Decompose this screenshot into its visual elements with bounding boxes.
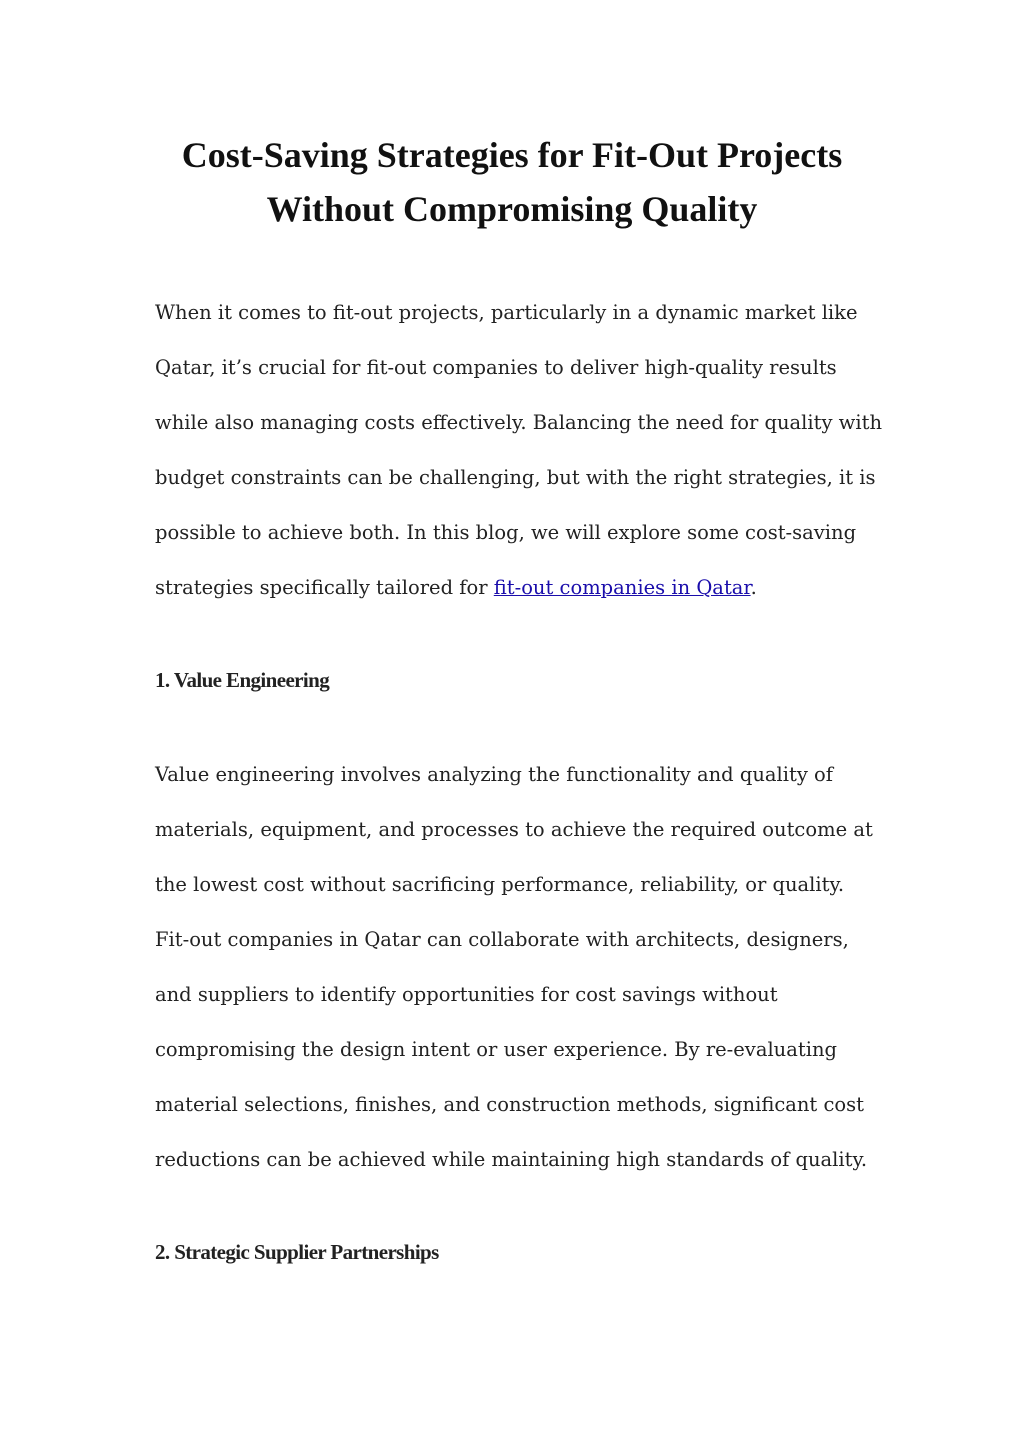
- paragraph-line: budget constraints can be challenging, but with the right strategies, it is: [155, 466, 876, 489]
- fit-out-companies-link[interactable]: fit-out companies in Qatar: [493, 576, 751, 599]
- paragraph-line: possible to achieve both. In this blog, we will explore some cost-saving: [155, 521, 857, 544]
- title-line-1: Cost-Saving Strategies for Fit-Out Projects: [181, 135, 843, 175]
- paragraph-line: the lowest cost without sacrificing performance, reliability, or quality.: [155, 873, 845, 896]
- paragraph-line: material selections, finishes, and construction methods, significant cost: [155, 1093, 864, 1116]
- paragraph-line: and suppliers to identify opportunities for cost savings without: [155, 983, 778, 1006]
- intro-paragraph: [155, 285, 895, 615]
- paragraph-line: while also managing costs effectively. Balancing the need for quality with: [155, 411, 883, 434]
- section-heading-supplier-partnerships: 2. Strategic Supplier Partnerships: [155, 1240, 439, 1264]
- paragraph-line-with-link: [155, 560, 895, 615]
- paragraph-line: When it comes to fit-out projects, particularly in a dynamic market like: [155, 301, 858, 324]
- page-title: [100, 128, 924, 236]
- paragraph-line: Qatar, it’s crucial for fit-out companies to deliver high-quality results: [155, 356, 837, 379]
- link-prefix-text: strategies specifically tailored for: [155, 576, 494, 599]
- title-line-2: Without Compromising Quality: [266, 189, 758, 229]
- link-suffix-text: .: [750, 576, 757, 599]
- section-heading-value-engineering: 1. Value Engineering: [155, 668, 330, 692]
- value-engineering-paragraph: [155, 747, 895, 1187]
- paragraph-line: reductions can be achieved while maintaining high standards of quality.: [155, 1148, 868, 1171]
- paragraph-line: Value engineering involves analyzing the functionality and quality of: [155, 763, 833, 786]
- paragraph-line: Fit-out companies in Qatar can collaborate with architects, designers,: [155, 928, 849, 951]
- paragraph-line: compromising the design intent or user experience. By re-evaluating: [155, 1038, 837, 1061]
- paragraph-line: materials, equipment, and processes to achieve the required outcome at: [155, 818, 873, 841]
